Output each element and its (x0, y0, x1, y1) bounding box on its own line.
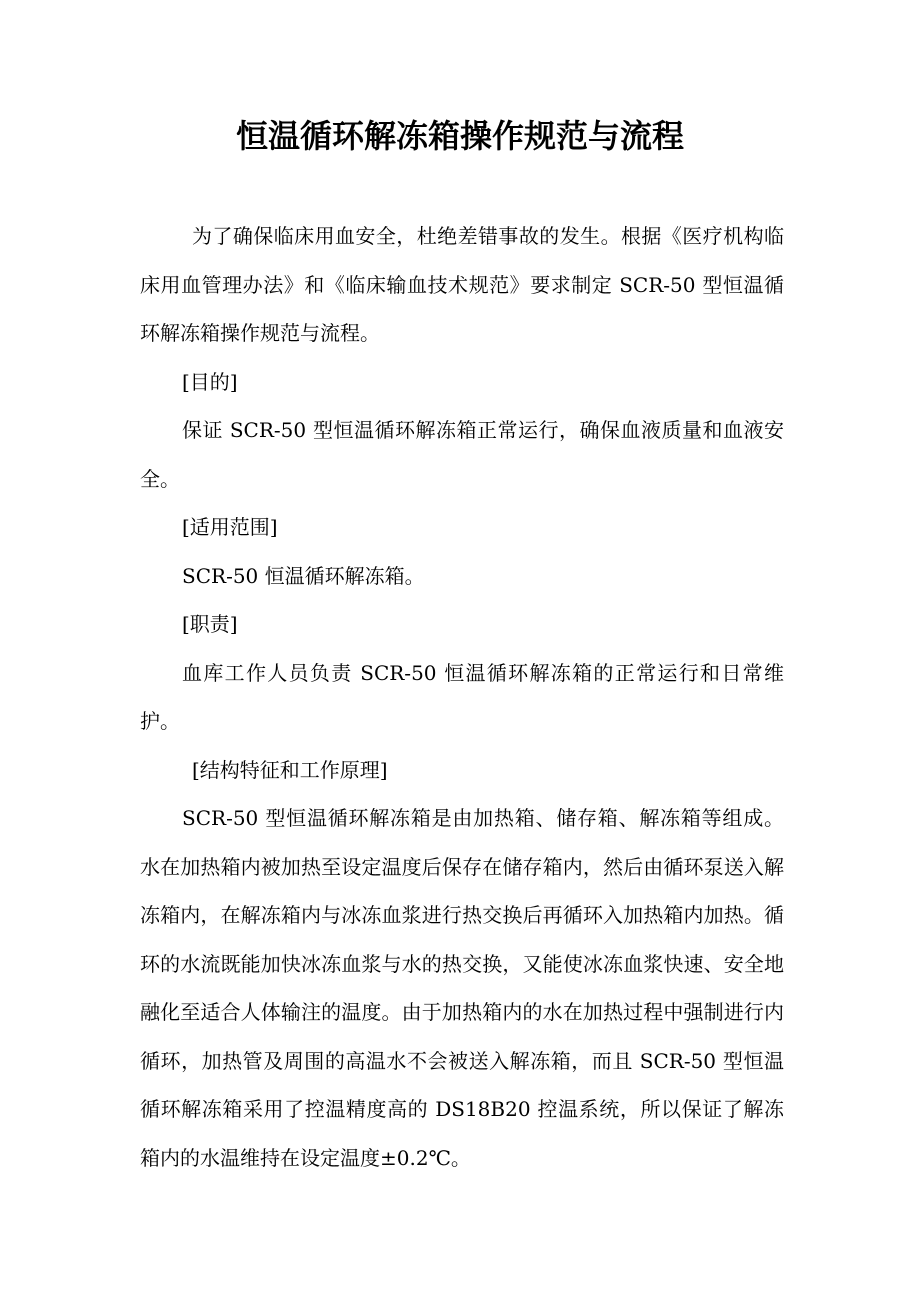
scope-heading: [适用范围] (182, 515, 278, 539)
document-body (140, 212, 784, 1182)
intro-paragraph: 为了确保临床用血安全，杜绝差错事故的发生。根据《医疗机构临床用血管理办法》和《临床输血技术规范》要求制定 SCR-50 型恒温循环解冻箱操作规范与流程。 (140, 224, 784, 345)
document-title: 恒温循环解冻箱操作规范与流程 (235, 117, 684, 155)
structure-heading: [结构特征和工作原理] (192, 757, 388, 782)
duty-heading: [职责] (182, 612, 238, 636)
scope-paragraph: SCR-50 恒温循环解冻箱。 (182, 563, 425, 588)
duty-paragraph: 血库工作人员负责 SCR-50 恒温循环解冻箱的正常运行和日常维护。 (140, 660, 784, 733)
structure-paragraph: SCR-50 型恒温循环解冻箱是由加热箱、储存箱、解冻箱等组成。水在加热箱内被加热至设定温度后保存在储存箱内，然后由循环泵送入解冻箱内，在解冻箱内与冰冻血浆进行热交换后再循环入加热箱内加热。循环的水流既能加快冰冻血浆与水的热交换，又能使冰冻血浆快速、安全地融化至适合人体输注的温度。由于加热箱内的水在加热过程中强制进行内循环，加热管及周围的高温水不会被送入解冻箱，而且 SCR-50 型恒温循环解冻箱采用了控温精度高的 DS18B20 控温系统，所以保证了解冻箱内的水温维持在设定温度±0.2℃。 (140, 806, 784, 1170)
purpose-paragraph: 保证 SCR-50 型恒温循环解冻箱正常运行，确保血液质量和血液安全。 (140, 418, 784, 491)
purpose-heading: [目的] (182, 369, 238, 394)
